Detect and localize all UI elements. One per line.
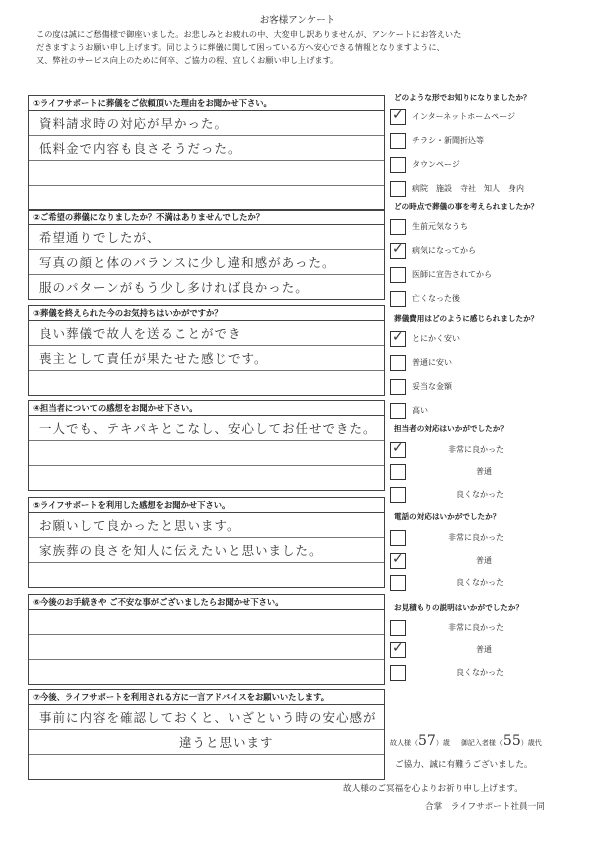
- question-label: ⑤ライフサポートを利用した感想をお聞かせ下さい。: [29, 498, 384, 513]
- age-row: [390, 730, 542, 749]
- question-6: [28, 594, 385, 685]
- answer-line[interactable]: [29, 250, 384, 275]
- checkbox[interactable]: [390, 267, 406, 283]
- checkbox[interactable]: [390, 487, 406, 503]
- answer-line[interactable]: [29, 755, 384, 779]
- question-label: ③葬儀を終えられた今のお気持ちはいかがですか？: [29, 306, 384, 321]
- answer-line[interactable]: [29, 513, 384, 538]
- answer-text: 写真の顔と体のバランスに少し違和感があった。: [39, 255, 336, 270]
- answer-line[interactable]: [29, 730, 384, 755]
- survey-title: お見積もりの説明はいかがでしたか？: [394, 603, 524, 612]
- checkbox[interactable]: [390, 620, 406, 636]
- intro-line: この度は誠にご愁傷様で御座いました。お悲しみとお疲れの中、大変申し訳ありませんが、アンケートにお答えいた: [36, 29, 462, 39]
- option-label: 普通に安い: [412, 358, 452, 367]
- answer-line[interactable]: [29, 275, 384, 299]
- answer-line[interactable]: [29, 416, 384, 441]
- option-label: 良くなかった: [456, 490, 504, 499]
- checkbox[interactable]: [390, 219, 406, 235]
- answer-line[interactable]: [29, 225, 384, 250]
- answer-text: 服のパターンがもう少し多ければ良かった。: [39, 280, 309, 295]
- intro-line: だきますようお願い申し上げます。同じように葬儀に関して困っている方へ安心できる情報となりますように、: [36, 42, 445, 52]
- answer-text: 良い葬儀で故人を送ることができ: [39, 326, 242, 341]
- question-3: [28, 305, 385, 396]
- question-label: ⑥今後のお手続きや ご不安な事がございましたらお聞かせ下さい。: [29, 595, 384, 610]
- checkbox[interactable]: [390, 379, 406, 395]
- answer-text: 喪主として責任が果たせた感じです。: [39, 351, 268, 366]
- question-2: [28, 209, 385, 300]
- answer-text: お願いして良かったと思います。: [39, 518, 241, 533]
- answer-line[interactable]: [29, 635, 384, 660]
- option-label: 良くなかった: [456, 668, 504, 677]
- answer-line[interactable]: [29, 186, 384, 210]
- deceased-age-value[interactable]: 57: [418, 733, 436, 749]
- option-label: チラシ・新聞折込等: [412, 136, 484, 145]
- question-7: [28, 689, 385, 780]
- check-icon: ✓: [392, 640, 404, 656]
- intro-text: [36, 28, 566, 67]
- prayer-text: 故人様のご冥福を心よりお祈り申し上げます。: [343, 784, 523, 794]
- question-4: [28, 400, 385, 491]
- check-icon: ✓: [392, 440, 404, 456]
- checkbox[interactable]: [390, 642, 406, 658]
- option-label: タウンページ: [412, 160, 460, 169]
- check-icon: ✓: [392, 329, 404, 345]
- answer-line[interactable]: [29, 111, 384, 136]
- survey-title: 葬儀費用はどのように感じられましたか？: [394, 314, 539, 323]
- signature-text: 合掌 ライフサポート社員一同: [425, 802, 545, 812]
- answer-text: 違うと思います: [179, 735, 274, 750]
- answer-line[interactable]: [29, 466, 384, 490]
- answer-text: 資料請求時の対応が早かった。: [39, 116, 229, 131]
- answer-line[interactable]: [29, 346, 384, 371]
- question-1: [28, 95, 385, 211]
- check-icon: ✓: [392, 107, 404, 123]
- answer-line[interactable]: [29, 538, 384, 563]
- option-label: 非常に良かった: [448, 445, 504, 454]
- option-label: 医師に宣告されてから: [412, 270, 492, 279]
- deceased-age-unit: ）歳: [435, 739, 450, 747]
- question-label: ②ご希望の葬儀になりましたか？不満はありませんでしたか？: [29, 210, 384, 225]
- answer-line[interactable]: [29, 441, 384, 466]
- answer-line[interactable]: [29, 161, 384, 186]
- checkbox[interactable]: [390, 403, 406, 419]
- checkbox[interactable]: [390, 464, 406, 480]
- option-label: 高い: [412, 406, 428, 415]
- intro-line: 又、弊社のサービス向上のために何卒、ご協力の程、宜しくお願い申し上げます。: [36, 55, 339, 65]
- checkbox[interactable]: [390, 181, 406, 197]
- checkbox[interactable]: [390, 133, 406, 149]
- checkbox[interactable]: [390, 530, 406, 546]
- answer-line[interactable]: [29, 321, 384, 346]
- answer-text: 低料金で内容も良さそうだった。: [39, 141, 242, 156]
- answer-text: 希望通りでしたが、: [39, 230, 161, 245]
- question-label: ④担当者についての感想をお聞かせ下さい。: [29, 401, 384, 416]
- answer-line[interactable]: [29, 136, 384, 161]
- survey-title: どの時点で葬儀の事を考えられましたか？: [394, 202, 539, 211]
- checkbox[interactable]: [390, 331, 406, 347]
- checkbox[interactable]: [390, 355, 406, 371]
- option-label: 病院 施設 寺社 知人 身内: [412, 184, 524, 193]
- checkbox[interactable]: [390, 109, 406, 125]
- answer-line[interactable]: [29, 660, 384, 684]
- question-label: ①ライフサポートに葬儀をご依頼頂いた理由をお聞かせ下さい。: [29, 96, 384, 111]
- option-label: 亡くなった後: [412, 294, 460, 303]
- page-title: お客様アンケート: [259, 15, 336, 26]
- checkbox[interactable]: [390, 442, 406, 458]
- option-label: 良くなかった: [456, 578, 504, 587]
- check-icon: ✓: [392, 241, 404, 257]
- checkbox[interactable]: [390, 243, 406, 259]
- option-label: 普通: [476, 645, 492, 654]
- answer-text: 家族葬の良さを知人に伝えたいと思いました。: [39, 543, 323, 558]
- answer-line[interactable]: [29, 705, 384, 730]
- answer-line[interactable]: [29, 371, 384, 395]
- deceased-age-label: 故人様（: [390, 739, 418, 747]
- option-label: 妥当な金額: [412, 382, 452, 391]
- checkbox[interactable]: [390, 553, 406, 569]
- answer-line[interactable]: [29, 563, 384, 587]
- option-label: 病気になってから: [412, 246, 476, 255]
- option-label: 普通: [476, 467, 492, 476]
- survey-title: 担当者の対応はいかがでしたか？: [394, 424, 508, 433]
- checkbox[interactable]: [390, 291, 406, 307]
- thanks-text: ご協力、誠に有難うございました。: [395, 760, 533, 770]
- option-label: 普通: [476, 556, 492, 565]
- answer-line[interactable]: [29, 610, 384, 635]
- option-label: 非常に良かった: [448, 533, 504, 542]
- writer-age-value[interactable]: 55: [502, 733, 521, 749]
- option-label: 非常に良かった: [448, 623, 504, 632]
- option-label: インターネットホームページ: [412, 112, 516, 121]
- writer-age-label: 御記入者様（: [460, 739, 503, 747]
- question-5: [28, 497, 385, 588]
- checkbox[interactable]: [390, 665, 406, 681]
- option-label: 生前元気なうち: [412, 222, 468, 231]
- answer-text: 一人でも、テキパキとこなし、安心してお任せできた。: [39, 421, 377, 436]
- question-label: ⑦今後、ライフサポートを利用される方に一言アドバイスをお願いいたします。: [29, 690, 384, 705]
- answer-text: 事前に内容を確認しておくと、いざという時の安心感が: [39, 710, 377, 725]
- writer-age-unit: ）歳代: [520, 739, 542, 747]
- check-icon: ✓: [392, 551, 404, 567]
- checkbox[interactable]: [390, 575, 406, 591]
- checkbox[interactable]: [390, 157, 406, 173]
- survey-title: 電話の対応はいかがでしたか？: [394, 512, 501, 521]
- survey-title: どのような形でお知りになりましたか？: [394, 93, 531, 102]
- option-label: とにかく安い: [412, 334, 460, 343]
